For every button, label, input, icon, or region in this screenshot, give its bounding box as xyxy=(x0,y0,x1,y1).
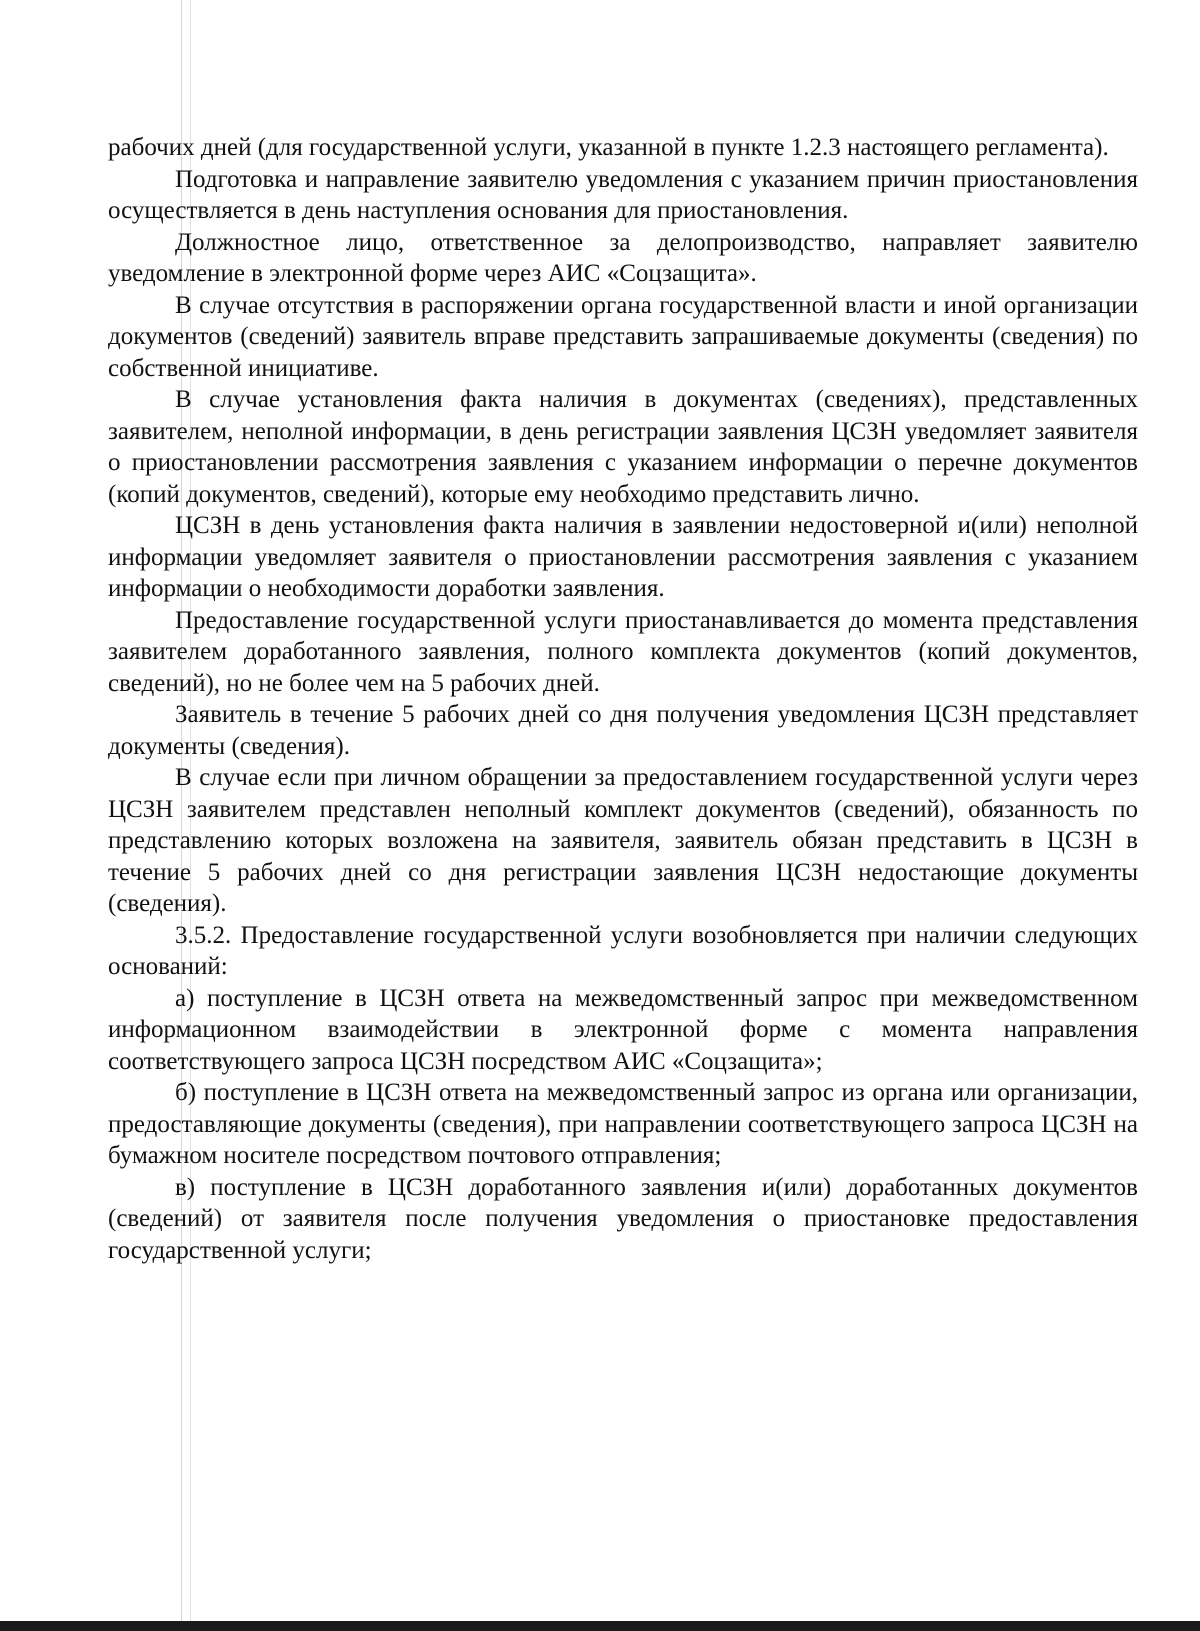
paragraph-incomplete-info: В случае установления факта наличия в документах (сведениях), представленных заявителем, неполной информации, в день регистрации заявления ЦСЗН уведомляет заявителя о приостановлении рассмотрения заявления с указанием информации о перечне документов (копий документов, сведений), которые ему необходимо представить лично. xyxy=(108,386,1138,508)
paragraph-applicant-submits: Заявитель в течение 5 рабочих дней со дня получения уведомления ЦСЗН представляет документы (сведения). xyxy=(108,701,1138,760)
paragraph-section-3-5-2: 3.5.2. Предоставление государственной услуги возобновляется при наличии следующих оснований: xyxy=(108,921,1138,980)
paragraph-continuation: рабочих дней (для государственной услуги, указанной в пункте 1.2.3 настоящего регламента). xyxy=(108,134,1109,161)
paragraph-official-notice: Должностное лицо, ответственное за делопроизводство, направляет заявителю уведомление в электронной форме через АИС «Соцзащита». xyxy=(108,228,1138,287)
paragraph-own-initiative: В случае отсутствия в распоряжении органа государственной власти и иной организации документов (сведений) заявитель вправе представить запрашиваемые документы (сведения) по собственной инициативе. xyxy=(108,291,1138,382)
scan-bottom-edge xyxy=(0,1621,1200,1631)
document-body xyxy=(108,132,1138,1266)
paragraph-item-a: а) поступление в ЦСЗН ответа на межведомственный запрос при межведомственном информационном взаимодействии в электронной форме с момента направления соответствующего запроса ЦСЗН посредством АИС «Соцзащита»; xyxy=(108,984,1138,1075)
paragraph-item-v: в) поступление в ЦСЗН доработанного заявления и(или) доработанных документов (сведений) от заявителя после получения уведомления о приостановке предоставления государственной услуги; xyxy=(108,1173,1138,1264)
paragraph-unreliable-info: ЦСЗН в день установления факта наличия в заявлении недостоверной и(или) неполной информации уведомляет заявителя о приостановлении рассмотрения заявления с указанием информации о необходимости доработки заявления. xyxy=(108,512,1138,602)
paragraph-suspension-period: Предоставление государственной услуги приостанавливается до момента представления заявителем доработанного заявления, полного комплекта документов (копий документов, сведений), но не более чем на 5 рабочих дней. xyxy=(108,606,1138,697)
paragraph-personal-visit: В случае если при личном обращении за предоставлением государственной услуги через ЦСЗН заявителем представлен неполный комплект документов (сведений), обязанность по представлению которых возложена на заявителя, заявитель обязан представить в ЦСЗН в течение 5 рабочих дней со дня регистрации заявления ЦСЗН недостающие документы (сведения). xyxy=(108,764,1138,917)
paragraph-item-b: б) поступление в ЦСЗН ответа на межведомственный запрос из органа или организации, предоставляющие документы (сведения), при направлении соответствующего запроса ЦСЗН на бумажном носителе посредством почтового отправления; xyxy=(108,1079,1138,1169)
paragraph-suspension-notice: Подготовка и направление заявителю уведомления с указанием причин приостановления осуществляется в день наступления основания для приостановления. xyxy=(108,165,1138,224)
